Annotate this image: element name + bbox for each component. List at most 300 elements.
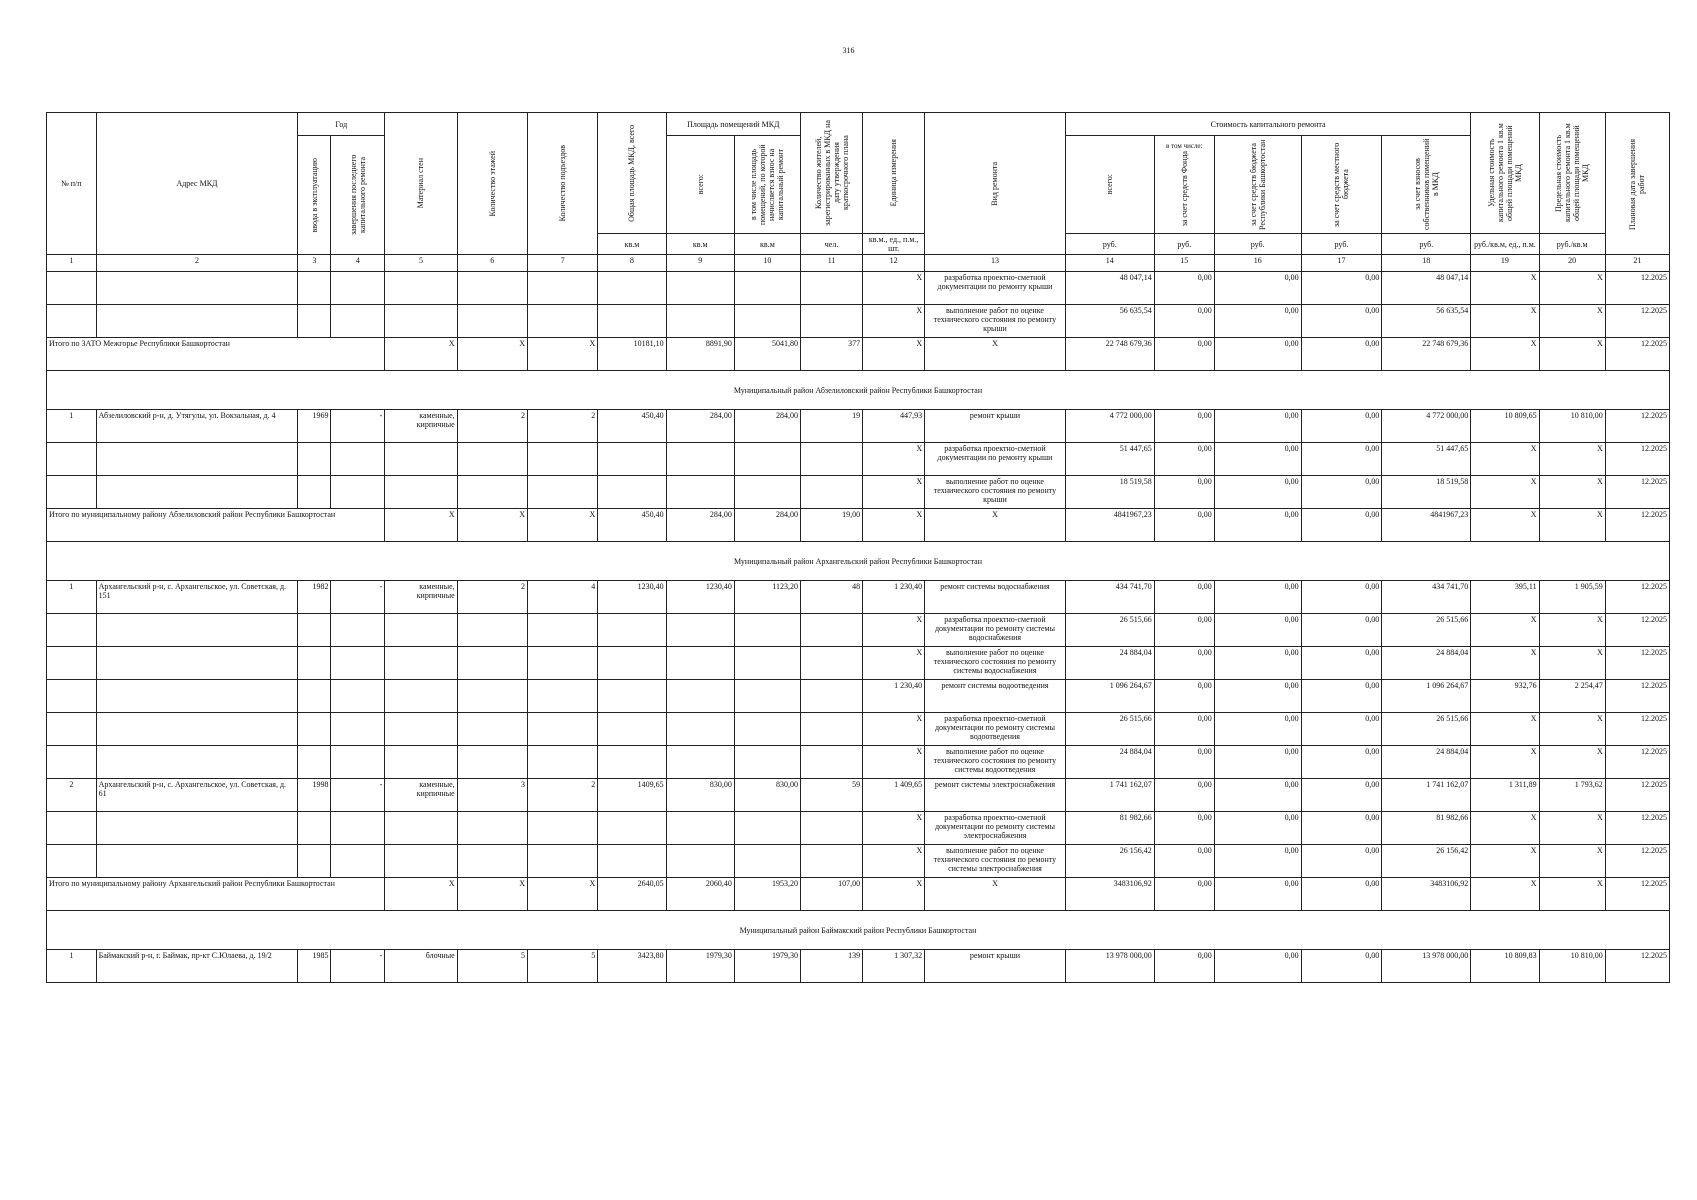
cell-empty bbox=[298, 443, 331, 476]
cell-total: 13 978 000,00 bbox=[1065, 950, 1154, 983]
col-wall: Материал стен bbox=[385, 113, 457, 255]
subtotal-row bbox=[47, 509, 1670, 542]
cell-empty bbox=[527, 647, 597, 680]
cell-entrances: X bbox=[527, 878, 597, 911]
cell-empty bbox=[47, 614, 97, 647]
cell-empty bbox=[457, 680, 527, 713]
cell-empty bbox=[527, 305, 597, 338]
cell-premises-residents: 1979,30 bbox=[734, 950, 800, 983]
cell-unit: X bbox=[863, 878, 925, 911]
table-row bbox=[47, 845, 1670, 878]
cell-mc: 10 810,00 bbox=[1539, 950, 1605, 983]
unit-rub-2: руб. bbox=[1154, 234, 1214, 255]
table-row bbox=[47, 614, 1670, 647]
cell-empty bbox=[734, 476, 800, 509]
cell-unit: X bbox=[863, 746, 925, 779]
cell-uc: X bbox=[1471, 614, 1539, 647]
cell-year-commission: 1982 bbox=[298, 581, 331, 614]
cell-own: 1 096 264,67 bbox=[1382, 680, 1471, 713]
cell-total: 3483106,92 bbox=[1065, 878, 1154, 911]
cell-date: 12.2025 bbox=[1605, 509, 1669, 542]
unit-people: чел. bbox=[801, 234, 863, 255]
cell-empty bbox=[801, 812, 863, 845]
cell-empty bbox=[666, 443, 734, 476]
cell-empty bbox=[734, 305, 800, 338]
col-total-area: Общая площадь МКД, всего bbox=[598, 113, 666, 234]
cell-loc: 0,00 bbox=[1301, 647, 1382, 680]
cell-empty bbox=[666, 680, 734, 713]
section-header-row bbox=[47, 371, 1670, 410]
cell-total: 18 519,58 bbox=[1065, 476, 1154, 509]
cell-fund: 0,00 bbox=[1154, 272, 1214, 305]
cell-uc: 10 809,83 bbox=[1471, 950, 1539, 983]
cell-empty bbox=[666, 713, 734, 746]
cell-total: 1 096 264,67 bbox=[1065, 680, 1154, 713]
subtotal-label: Итого по муниципальному району Абзелиловский район Республики Башкортостан bbox=[47, 509, 385, 542]
cell-empty bbox=[666, 272, 734, 305]
cell-total-area: 10181,10 bbox=[598, 338, 666, 371]
cell-empty bbox=[598, 614, 666, 647]
cell-empty bbox=[527, 476, 597, 509]
cell-empty bbox=[598, 647, 666, 680]
cell-empty bbox=[527, 272, 597, 305]
cell-empty bbox=[298, 812, 331, 845]
cell-uc: X bbox=[1471, 812, 1539, 845]
cell-loc: 0,00 bbox=[1301, 746, 1382, 779]
cell-total: 4841967,23 bbox=[1065, 509, 1154, 542]
col-year-last-repair: завершения последнего капитального ремонта bbox=[331, 136, 385, 255]
col-cost-fund: в том числе: за счет средств Фонда bbox=[1154, 136, 1214, 234]
cell-mc: X bbox=[1539, 647, 1605, 680]
cell-empty bbox=[331, 443, 385, 476]
cell-rep: 0,00 bbox=[1214, 338, 1301, 371]
cell-total-area: 1409,65 bbox=[598, 779, 666, 812]
table-row bbox=[47, 812, 1670, 845]
cell-residents: 19 bbox=[801, 410, 863, 443]
cell-repair: выполнение работ по оценке технического состояния по ремонту системы водоснабжения bbox=[925, 647, 1066, 680]
cell-rep: 0,00 bbox=[1214, 305, 1301, 338]
cell-premises-total: 830,00 bbox=[666, 779, 734, 812]
cell-rep: 0,00 bbox=[1214, 476, 1301, 509]
cell-date: 12.2025 bbox=[1605, 581, 1669, 614]
cell-empty bbox=[734, 845, 800, 878]
cell-empty bbox=[47, 443, 97, 476]
cell-total: 434 741,70 bbox=[1065, 581, 1154, 614]
cell-total: 56 635,54 bbox=[1065, 305, 1154, 338]
cell-empty bbox=[385, 272, 457, 305]
cell-empty bbox=[457, 305, 527, 338]
col-cost-owners: за счет взносов собственников помещений в МКД bbox=[1382, 136, 1471, 234]
cell-empty bbox=[298, 476, 331, 509]
cell-fund: 0,00 bbox=[1154, 779, 1214, 812]
cell-empty bbox=[598, 476, 666, 509]
cell-empty bbox=[801, 647, 863, 680]
cell-empty bbox=[96, 614, 298, 647]
cell-repair: разработка проектно-сметной документации по ремонту крыши bbox=[925, 443, 1066, 476]
cell-floors: X bbox=[457, 338, 527, 371]
cell-uc: 1 311,89 bbox=[1471, 779, 1539, 812]
cell-floors: 3 bbox=[457, 779, 527, 812]
cell-uc: X bbox=[1471, 647, 1539, 680]
cell-empty bbox=[734, 443, 800, 476]
cell-loc: 0,00 bbox=[1301, 272, 1382, 305]
cell-empty bbox=[666, 614, 734, 647]
cell-wall: каменные, кирпичные bbox=[385, 581, 457, 614]
cell-unit: X bbox=[863, 713, 925, 746]
cell-total: 22 748 679,36 bbox=[1065, 338, 1154, 371]
cell-total: 81 982,66 bbox=[1065, 812, 1154, 845]
cell-empty bbox=[385, 614, 457, 647]
cell-wall: каменные, кирпичные bbox=[385, 779, 457, 812]
cell-date: 12.2025 bbox=[1605, 272, 1669, 305]
cell-date: 12.2025 bbox=[1605, 878, 1669, 911]
cell-loc: 0,00 bbox=[1301, 680, 1382, 713]
cell-empty bbox=[801, 713, 863, 746]
section-title: Муниципальный район Баймакский район Республики Башкортостан bbox=[47, 911, 1670, 950]
cell-repair: ремонт крыши bbox=[925, 950, 1066, 983]
subtotal-row bbox=[47, 878, 1670, 911]
cell-own: 434 741,70 bbox=[1382, 581, 1471, 614]
cell-repair: X bbox=[925, 878, 1066, 911]
cell-unit: 1 307,32 bbox=[863, 950, 925, 983]
cell-uc: X bbox=[1471, 305, 1539, 338]
cell-repair: разработка проектно-сметной документации по ремонту крыши bbox=[925, 272, 1066, 305]
cell-uc: X bbox=[1471, 746, 1539, 779]
cell-empty bbox=[734, 713, 800, 746]
cell-premises-total: 8891,90 bbox=[666, 338, 734, 371]
section-title: Муниципальный район Архангельский район Республики Башкортостан bbox=[47, 542, 1670, 581]
cell-rep: 0,00 bbox=[1214, 713, 1301, 746]
cell-empty bbox=[331, 272, 385, 305]
page-number: 316 bbox=[842, 46, 855, 55]
cell-own: 24 884,04 bbox=[1382, 746, 1471, 779]
cell-total: 1 741 162,07 bbox=[1065, 779, 1154, 812]
cell-mc: X bbox=[1539, 845, 1605, 878]
cell-loc: 0,00 bbox=[1301, 950, 1382, 983]
cell-total: 48 047,14 bbox=[1065, 272, 1154, 305]
cell-premises-residents: 284,00 bbox=[734, 509, 800, 542]
cell-uc: X bbox=[1471, 713, 1539, 746]
cell-entrances: 2 bbox=[527, 410, 597, 443]
cell-own: 48 047,14 bbox=[1382, 272, 1471, 305]
cell-uc: 395,11 bbox=[1471, 581, 1539, 614]
cell-empty bbox=[527, 812, 597, 845]
cell-fund: 0,00 bbox=[1154, 305, 1214, 338]
cell-date: 12.2025 bbox=[1605, 950, 1669, 983]
cell-fund: 0,00 bbox=[1154, 950, 1214, 983]
cell-empty bbox=[527, 713, 597, 746]
cell-fund: 0,00 bbox=[1154, 812, 1214, 845]
unit-rub-4: руб. bbox=[1301, 234, 1382, 255]
col-max-cost: Предельная стоимость капитального ремонта 1 кв.м общей площади помещений МКД bbox=[1539, 113, 1605, 234]
cell-empty bbox=[801, 305, 863, 338]
cell-loc: 0,00 bbox=[1301, 878, 1382, 911]
cell-num: 1 bbox=[47, 581, 97, 614]
cell-empty bbox=[801, 272, 863, 305]
col-premises-group: Площадь помещений МКД bbox=[666, 113, 800, 136]
unit-sqm: кв.м bbox=[598, 234, 666, 255]
cell-empty bbox=[385, 476, 457, 509]
cell-loc: 0,00 bbox=[1301, 812, 1382, 845]
cell-empty bbox=[385, 680, 457, 713]
cell-entrances: 2 bbox=[527, 779, 597, 812]
cell-wall: блочные bbox=[385, 950, 457, 983]
cell-empty bbox=[598, 812, 666, 845]
cell-repair: выполнение работ по оценке технического состояния по ремонту системы водоотведения bbox=[925, 746, 1066, 779]
cell-entrances: X bbox=[527, 509, 597, 542]
cell-repair: выполнение работ по оценке технического состояния по ремонту крыши bbox=[925, 476, 1066, 509]
cell-mc: 1 905,59 bbox=[1539, 581, 1605, 614]
table-header bbox=[47, 113, 1670, 272]
cell-fund: 0,00 bbox=[1154, 647, 1214, 680]
cell-repair: выполнение работ по оценке технического состояния по ремонту системы электроснабжения bbox=[925, 845, 1066, 878]
cell-loc: 0,00 bbox=[1301, 509, 1382, 542]
cell-uc: X bbox=[1471, 878, 1539, 911]
cell-fund: 0,00 bbox=[1154, 338, 1214, 371]
table-row bbox=[47, 647, 1670, 680]
cell-total: 24 884,04 bbox=[1065, 647, 1154, 680]
cell-empty bbox=[598, 272, 666, 305]
cell-own: 18 519,58 bbox=[1382, 476, 1471, 509]
cell-premises-residents: 284,00 bbox=[734, 410, 800, 443]
cell-repair: разработка проектно-сметной документации по ремонту системы электроснабжения bbox=[925, 812, 1066, 845]
cell-total-area: 2640,05 bbox=[598, 878, 666, 911]
cell-empty bbox=[47, 845, 97, 878]
cell-empty bbox=[666, 476, 734, 509]
cell-empty bbox=[96, 443, 298, 476]
cell-total: 4 772 000,00 bbox=[1065, 410, 1154, 443]
cell-floors: X bbox=[457, 878, 527, 911]
cell-fund: 0,00 bbox=[1154, 680, 1214, 713]
cell-empty bbox=[96, 272, 298, 305]
cell-empty bbox=[527, 443, 597, 476]
cell-empty bbox=[457, 845, 527, 878]
cell-date: 12.2025 bbox=[1605, 410, 1669, 443]
cell-empty bbox=[47, 305, 97, 338]
cell-loc: 0,00 bbox=[1301, 443, 1382, 476]
cell-premises-total: 1230,40 bbox=[666, 581, 734, 614]
table-row bbox=[47, 476, 1670, 509]
unit-rub-5: руб. bbox=[1382, 234, 1471, 255]
cell-empty bbox=[96, 476, 298, 509]
unit-per-2: руб./кв.м bbox=[1539, 234, 1605, 255]
cell-empty bbox=[298, 305, 331, 338]
col-cost-republic: за счет средств бюджета Республики Башкортостан bbox=[1214, 136, 1301, 234]
cell-own: 22 748 679,36 bbox=[1382, 338, 1471, 371]
cell-empty bbox=[385, 305, 457, 338]
cell-empty bbox=[385, 647, 457, 680]
cell-fund: 0,00 bbox=[1154, 476, 1214, 509]
col-unit-cost: Удельная стоимость капитального ремонта 1 кв.м общей площади помещений МКД bbox=[1471, 113, 1539, 234]
cell-uc: X bbox=[1471, 443, 1539, 476]
cell-empty bbox=[734, 272, 800, 305]
cell-empty bbox=[47, 713, 97, 746]
cell-unit: X bbox=[863, 338, 925, 371]
cell-own: 1 741 162,07 bbox=[1382, 779, 1471, 812]
cell-loc: 0,00 bbox=[1301, 410, 1382, 443]
cell-residents: 48 bbox=[801, 581, 863, 614]
cell-unit: X bbox=[863, 647, 925, 680]
cell-mc: X bbox=[1539, 878, 1605, 911]
cell-empty bbox=[527, 746, 597, 779]
cell-empty bbox=[457, 647, 527, 680]
unit-sqm-2: кв.м bbox=[666, 234, 734, 255]
cell-empty bbox=[598, 746, 666, 779]
cell-repair: выполнение работ по оценке технического состояния по ремонту крыши bbox=[925, 305, 1066, 338]
table-row bbox=[47, 779, 1670, 812]
cell-empty bbox=[47, 812, 97, 845]
cell-loc: 0,00 bbox=[1301, 845, 1382, 878]
cell-empty bbox=[298, 272, 331, 305]
cell-year-commission: 1998 bbox=[298, 779, 331, 812]
cell-empty bbox=[598, 443, 666, 476]
col-num: № п/п bbox=[47, 113, 97, 255]
cell-rep: 0,00 bbox=[1214, 878, 1301, 911]
cell-repair: разработка проектно-сметной документации по ремонту системы водоснабжения bbox=[925, 614, 1066, 647]
cell-mc: X bbox=[1539, 272, 1605, 305]
cell-loc: 0,00 bbox=[1301, 338, 1382, 371]
cell-premises-residents: 830,00 bbox=[734, 779, 800, 812]
cell-total: 51 447,65 bbox=[1065, 443, 1154, 476]
cell-fund: 0,00 bbox=[1154, 713, 1214, 746]
cell-total-area: 450,40 bbox=[598, 509, 666, 542]
unit-units: кв.м., ед., п.м., шт. bbox=[863, 234, 925, 255]
cell-empty bbox=[457, 443, 527, 476]
cell-repair: X bbox=[925, 338, 1066, 371]
cell-empty bbox=[801, 476, 863, 509]
capital-repair-table bbox=[46, 112, 1670, 983]
unit-sqm-3: кв.м bbox=[734, 234, 800, 255]
cell-empty bbox=[598, 305, 666, 338]
cell-mc: 10 810,00 bbox=[1539, 410, 1605, 443]
cell-total-area: 1230,40 bbox=[598, 581, 666, 614]
cell-num: 1 bbox=[47, 950, 97, 983]
cell-year-last-repair: - bbox=[331, 410, 385, 443]
cell-mc: X bbox=[1539, 443, 1605, 476]
cell-premises-total: 284,00 bbox=[666, 509, 734, 542]
cell-year-last-repair: - bbox=[331, 779, 385, 812]
cell-loc: 0,00 bbox=[1301, 581, 1382, 614]
cell-empty bbox=[801, 680, 863, 713]
cell-premises-residents: 5041,80 bbox=[734, 338, 800, 371]
cell-own: 56 635,54 bbox=[1382, 305, 1471, 338]
cell-empty bbox=[734, 746, 800, 779]
cell-residents: 19,00 bbox=[801, 509, 863, 542]
cell-total: 24 884,04 bbox=[1065, 746, 1154, 779]
cell-empty bbox=[734, 812, 800, 845]
cell-unit: X bbox=[863, 272, 925, 305]
cell-mc: X bbox=[1539, 509, 1605, 542]
cell-empty bbox=[96, 845, 298, 878]
cell-wall: X bbox=[385, 338, 457, 371]
cell-mc: X bbox=[1539, 713, 1605, 746]
cell-own: 24 884,04 bbox=[1382, 647, 1471, 680]
section-header-row bbox=[47, 911, 1670, 950]
cell-total: 26 156,42 bbox=[1065, 845, 1154, 878]
cell-empty bbox=[666, 746, 734, 779]
cell-year-last-repair: - bbox=[331, 950, 385, 983]
cell-empty bbox=[47, 746, 97, 779]
cell-empty bbox=[666, 305, 734, 338]
cell-rep: 0,00 bbox=[1214, 614, 1301, 647]
cell-unit: X bbox=[863, 845, 925, 878]
section-title: Муниципальный район Абзелиловский район Республики Башкортостан bbox=[47, 371, 1670, 410]
cell-empty bbox=[331, 845, 385, 878]
col-premises-residents: в том числе площадь помещений, по которой начисляется взнос на капитальный ремонт bbox=[734, 136, 800, 234]
cell-own: 26 515,66 bbox=[1382, 614, 1471, 647]
cell-empty bbox=[527, 680, 597, 713]
cell-floors: 5 bbox=[457, 950, 527, 983]
cell-date: 12.2025 bbox=[1605, 680, 1669, 713]
cell-empty bbox=[527, 845, 597, 878]
cell-date: 12.2025 bbox=[1605, 713, 1669, 746]
cell-own: 51 447,65 bbox=[1382, 443, 1471, 476]
cell-total-area: 450,40 bbox=[598, 410, 666, 443]
cell-mc: 2 254,47 bbox=[1539, 680, 1605, 713]
cell-empty bbox=[666, 812, 734, 845]
cell-empty bbox=[331, 680, 385, 713]
cell-rep: 0,00 bbox=[1214, 272, 1301, 305]
cell-repair: ремонт системы водоотведения bbox=[925, 680, 1066, 713]
cell-empty bbox=[457, 812, 527, 845]
col-year-group: Год bbox=[298, 113, 385, 136]
cell-floors: X bbox=[457, 509, 527, 542]
table-row bbox=[47, 410, 1670, 443]
cell-uc: X bbox=[1471, 338, 1539, 371]
cell-empty bbox=[457, 746, 527, 779]
cell-year-commission: 1969 bbox=[298, 410, 331, 443]
cell-empty bbox=[331, 476, 385, 509]
cell-empty bbox=[96, 746, 298, 779]
cell-empty bbox=[298, 845, 331, 878]
subtotal-label: Итого по муниципальному району Архангельский район Республики Башкортостан bbox=[47, 878, 385, 911]
cell-empty bbox=[96, 713, 298, 746]
cell-empty bbox=[734, 680, 800, 713]
cell-rep: 0,00 bbox=[1214, 779, 1301, 812]
cell-mc: X bbox=[1539, 812, 1605, 845]
col-year-commission: ввода в эксплуатацию bbox=[298, 136, 331, 255]
col-entrances: Количество подъездов bbox=[527, 113, 597, 255]
cell-wall: X bbox=[385, 509, 457, 542]
cell-empty bbox=[801, 845, 863, 878]
col-residents: Количество жителей, зарегистрированных в МКД на дату утверждения краткосрочного плана bbox=[801, 113, 863, 234]
subtotal-row bbox=[47, 338, 1670, 371]
cell-date: 12.2025 bbox=[1605, 338, 1669, 371]
cell-uc: X bbox=[1471, 509, 1539, 542]
cell-address: Архангельский р-н, с. Архангельское, ул. Советская, д. 61 bbox=[96, 779, 298, 812]
cell-unit: X bbox=[863, 509, 925, 542]
cell-empty bbox=[96, 680, 298, 713]
cell-empty bbox=[457, 614, 527, 647]
table-row bbox=[47, 581, 1670, 614]
cell-address: Архангельский р-н, с. Архангельское, ул. Советская, д. 151 bbox=[96, 581, 298, 614]
cell-uc: 932,76 bbox=[1471, 680, 1539, 713]
cell-empty bbox=[298, 647, 331, 680]
cell-loc: 0,00 bbox=[1301, 779, 1382, 812]
cell-date: 12.2025 bbox=[1605, 812, 1669, 845]
cell-unit: X bbox=[863, 305, 925, 338]
cell-year-last-repair: - bbox=[331, 581, 385, 614]
table-row bbox=[47, 950, 1670, 983]
cell-empty bbox=[801, 443, 863, 476]
cell-empty bbox=[527, 614, 597, 647]
cell-total: 26 515,66 bbox=[1065, 713, 1154, 746]
cell-empty bbox=[331, 305, 385, 338]
cell-empty bbox=[598, 713, 666, 746]
cell-empty bbox=[47, 680, 97, 713]
cell-repair: ремонт системы водоснабжения bbox=[925, 581, 1066, 614]
cell-empty bbox=[801, 614, 863, 647]
